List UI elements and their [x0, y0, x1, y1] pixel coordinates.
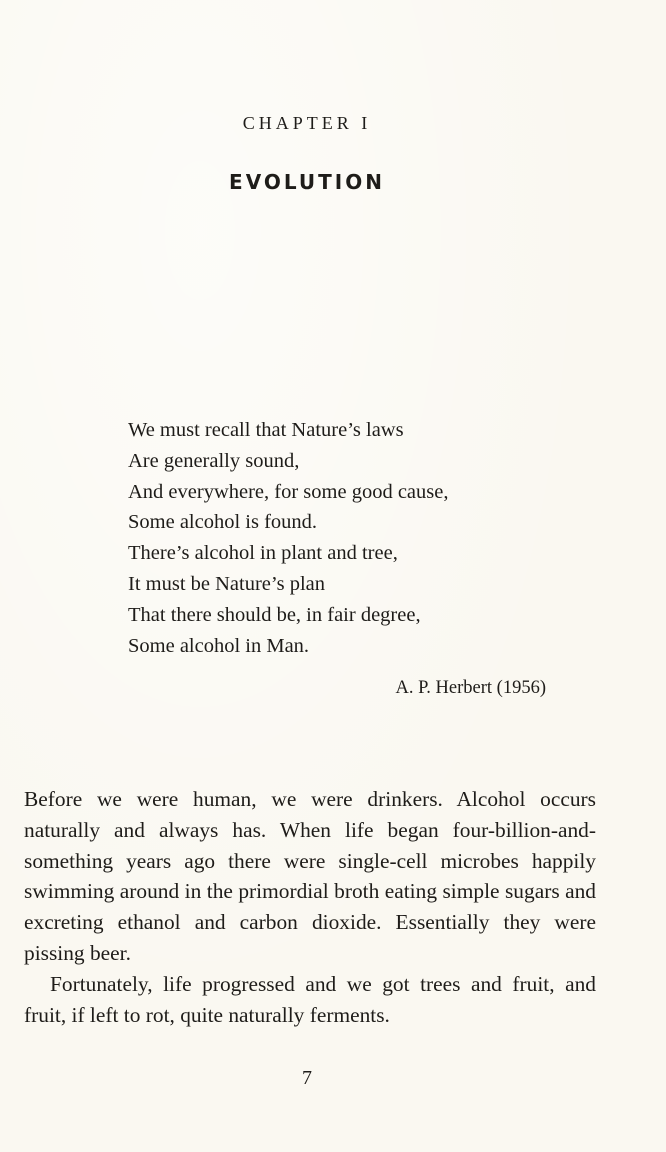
poem-line: Some alcohol is found.	[128, 511, 318, 534]
poem-line: Some alcohol in Man.	[128, 634, 310, 657]
poem-line: We must recall that Nature’s laws	[128, 419, 404, 441]
poem-line: That there should be, in fair degree,	[128, 603, 421, 626]
poem-line: It must be Nature’s plan	[128, 572, 325, 595]
epigraph-poem	[128, 415, 448, 661]
chapter-title: EVOLUTION	[229, 170, 385, 194]
body-text	[24, 784, 596, 1030]
chapter-label: CHAPTER I	[242, 113, 372, 133]
poem-line: And everywhere, for some good cause,	[128, 480, 449, 503]
poem-line: There’s alcohol in plant and tree,	[128, 542, 398, 565]
body-paragraph: Before we were human, we were drinkers. Alcohol occurs naturally and always has. When life began four-billion-and-something years ago there were single-cell microbes happily swimming around in the primordial broth eating simple sugars and excreting ethanol and carbon dioxide. Essentially they were pissing beer.	[24, 787, 596, 965]
body-paragraph: Fortunately, life progressed and we got trees and fruit, and fruit, if left to rot, quite naturally ferments.	[24, 971, 596, 1027]
epigraph-attribution: A. P. Herbert (1956)	[395, 678, 546, 698]
page-number: 7	[302, 1067, 312, 1089]
poem-line: Are generally sound,	[128, 449, 300, 472]
